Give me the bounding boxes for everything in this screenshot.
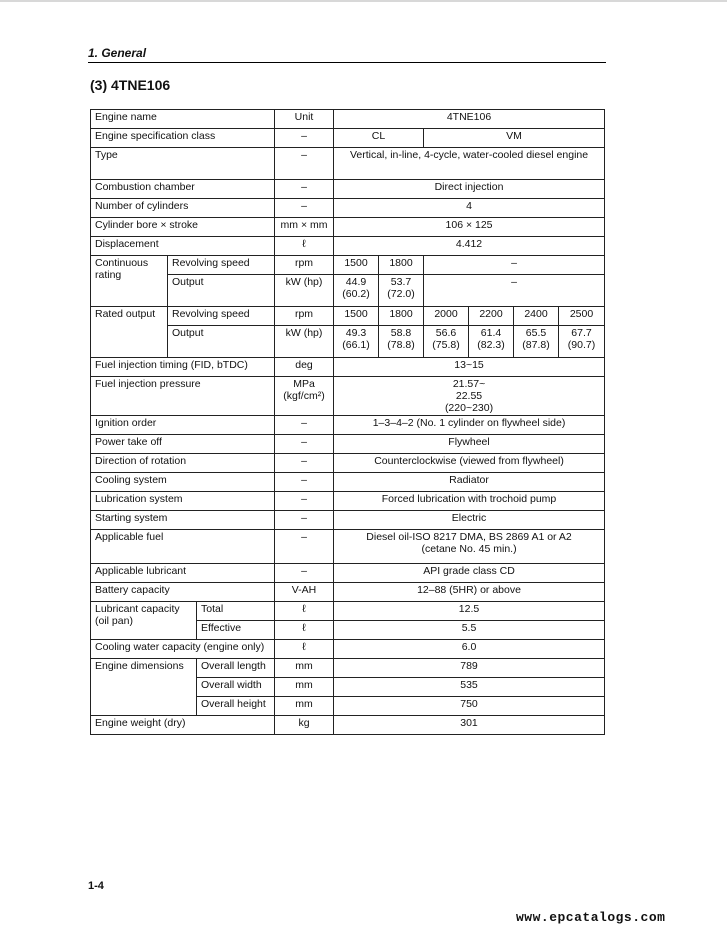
- row-label: Applicable fuel: [91, 530, 275, 564]
- table-row: [91, 530, 605, 564]
- row-label: Ignition order: [91, 416, 275, 435]
- cell-value: 44.9 (60.2): [334, 275, 379, 307]
- cell-value: 1500: [334, 307, 379, 326]
- row-label: Engine name: [91, 110, 275, 129]
- cell-value: 56.6 (75.8): [424, 326, 469, 358]
- row-label: Displacement: [91, 237, 275, 256]
- header-rule: [88, 62, 606, 63]
- row-unit: ℓ: [275, 237, 334, 256]
- row-label: Starting system: [91, 511, 275, 530]
- section-title: 1. General: [88, 46, 147, 60]
- table-row: [91, 416, 605, 435]
- row-label: Type: [91, 148, 275, 180]
- row-label: Fuel injection timing (FID, bTDC): [91, 358, 275, 377]
- row-value: Direct injection: [334, 180, 605, 199]
- row-sublabel: Output: [168, 326, 275, 358]
- top-border: [0, 0, 727, 2]
- cell-value: 65.5 (87.8): [514, 326, 559, 358]
- table-row: [91, 564, 605, 583]
- row-value: Electric: [334, 511, 605, 530]
- row-unit: deg: [275, 358, 334, 377]
- table-row: [91, 602, 605, 621]
- vm-class: VM: [424, 129, 605, 148]
- row-unit: –: [275, 148, 334, 180]
- row-value: 1–3–4–2 (No. 1 cylinder on flywheel side): [334, 416, 605, 435]
- cell-value: 49.3 (66.1): [334, 326, 379, 358]
- row-value: 750: [334, 697, 605, 716]
- row-value: 21.57~ 22.55 (220~230): [334, 377, 605, 416]
- row-label: Battery capacity: [91, 583, 275, 602]
- row-value: 789: [334, 659, 605, 678]
- table-row: [91, 110, 605, 129]
- row-unit: mm × mm: [275, 218, 334, 237]
- row-unit: kW (hp): [275, 275, 334, 307]
- table-row: [91, 659, 605, 678]
- row-value: 13~15: [334, 358, 605, 377]
- engine-dimensions-label: Engine dimensions: [91, 659, 197, 716]
- subsection-title: (3) 4TNE106: [90, 77, 171, 93]
- table-row: [91, 511, 605, 530]
- row-sublabel: Revolving speed: [168, 307, 275, 326]
- row-label: Power take off: [91, 435, 275, 454]
- row-unit: –: [275, 473, 334, 492]
- row-label: Cooling system: [91, 473, 275, 492]
- spec-table: [90, 109, 605, 735]
- row-unit: –: [275, 454, 334, 473]
- table-row: [91, 716, 605, 735]
- cell-value: 2000: [424, 307, 469, 326]
- cell-value: 2400: [514, 307, 559, 326]
- row-label: Engine weight (dry): [91, 716, 275, 735]
- table-row: [91, 583, 605, 602]
- row-sublabel: Overall width: [197, 678, 275, 697]
- row-label: Fuel injection pressure: [91, 377, 275, 416]
- row-unit: –: [275, 129, 334, 148]
- row-sublabel: Revolving speed: [168, 256, 275, 275]
- row-unit: rpm: [275, 256, 334, 275]
- row-unit: V-AH: [275, 583, 334, 602]
- row-sublabel: Effective: [197, 621, 275, 640]
- table-row: [91, 275, 605, 307]
- table-row: [91, 358, 605, 377]
- row-label: Direction of rotation: [91, 454, 275, 473]
- row-unit: MPa (kgf/cm²): [275, 377, 334, 416]
- cell-value: 61.4 (82.3): [469, 326, 514, 358]
- cell-value: 67.7 (90.7): [559, 326, 605, 358]
- row-sublabel: Total: [197, 602, 275, 621]
- table-row: [91, 326, 605, 358]
- table-row: [91, 180, 605, 199]
- table-row: [91, 492, 605, 511]
- watermark: www.epcatalogs.com: [516, 910, 666, 925]
- table-row: [91, 199, 605, 218]
- row-sublabel: Output: [168, 275, 275, 307]
- continuous-rating-label: Continuous rating: [91, 256, 168, 307]
- lubricant-capacity-label: Lubricant capacity (oil pan): [91, 602, 197, 640]
- row-unit: –: [275, 180, 334, 199]
- row-unit: kW (hp): [275, 326, 334, 358]
- row-label: Number of cylinders: [91, 199, 275, 218]
- cell-value: 58.8 (78.8): [379, 326, 424, 358]
- row-label: Combustion chamber: [91, 180, 275, 199]
- row-value: Vertical, in-line, 4-cycle, water-cooled diesel engine: [334, 148, 605, 180]
- table-row: [91, 237, 605, 256]
- row-unit: Unit: [275, 110, 334, 129]
- row-unit: kg: [275, 716, 334, 735]
- row-label: Cylinder bore × stroke: [91, 218, 275, 237]
- table-row: [91, 454, 605, 473]
- row-label: Applicable lubricant: [91, 564, 275, 583]
- row-unit: mm: [275, 678, 334, 697]
- row-label: Engine specification class: [91, 129, 275, 148]
- row-value: 301: [334, 716, 605, 735]
- row-value: 4: [334, 199, 605, 218]
- table-row: [91, 377, 605, 416]
- row-unit: –: [275, 435, 334, 454]
- row-sublabel: Overall length: [197, 659, 275, 678]
- table-row: [91, 129, 605, 148]
- row-value: 106 × 125: [334, 218, 605, 237]
- row-unit: rpm: [275, 307, 334, 326]
- cell-value: 53.7 (72.0): [379, 275, 424, 307]
- cell-value: 2500: [559, 307, 605, 326]
- row-unit: –: [275, 199, 334, 218]
- row-value: 6.0: [334, 640, 605, 659]
- table-row: [91, 218, 605, 237]
- table-row: [91, 435, 605, 454]
- table-row: [91, 256, 605, 275]
- row-unit: ℓ: [275, 640, 334, 659]
- cell-value: 2200: [469, 307, 514, 326]
- table-row: [91, 148, 605, 180]
- row-label: Lubrication system: [91, 492, 275, 511]
- row-sublabel: Overall height: [197, 697, 275, 716]
- row-value: Diesel oil-ISO 8217 DMA, BS 2869 A1 or A2 (cetane No. 45 min.): [334, 530, 605, 564]
- row-value: 4.412: [334, 237, 605, 256]
- table-row: [91, 307, 605, 326]
- row-unit: –: [275, 511, 334, 530]
- row-value: 4TNE106: [334, 110, 605, 129]
- page-number: 1-4: [88, 880, 104, 892]
- row-value: Radiator: [334, 473, 605, 492]
- row-value: API grade class CD: [334, 564, 605, 583]
- row-unit: mm: [275, 697, 334, 716]
- cl-class: CL: [334, 129, 424, 148]
- row-value: Forced lubrication with trochoid pump: [334, 492, 605, 511]
- table-row: [91, 640, 605, 659]
- row-value: Flywheel: [334, 435, 605, 454]
- row-value: 12.5: [334, 602, 605, 621]
- row-unit: –: [275, 492, 334, 511]
- cell-value: 1500: [334, 256, 379, 275]
- row-unit: ℓ: [275, 602, 334, 621]
- cell-dash: –: [424, 275, 605, 307]
- cell-dash: –: [424, 256, 605, 275]
- row-value: 535: [334, 678, 605, 697]
- row-unit: mm: [275, 659, 334, 678]
- cell-value: 1800: [379, 256, 424, 275]
- row-unit: –: [275, 564, 334, 583]
- row-unit: –: [275, 416, 334, 435]
- row-value: 12–88 (5HR) or above: [334, 583, 605, 602]
- row-unit: ℓ: [275, 621, 334, 640]
- cell-value: 1800: [379, 307, 424, 326]
- row-label: Cooling water capacity (engine only): [91, 640, 275, 659]
- row-value: 5.5: [334, 621, 605, 640]
- row-unit: –: [275, 530, 334, 564]
- row-value: Counterclockwise (viewed from flywheel): [334, 454, 605, 473]
- rated-output-label: Rated output: [91, 307, 168, 358]
- table-row: [91, 473, 605, 492]
